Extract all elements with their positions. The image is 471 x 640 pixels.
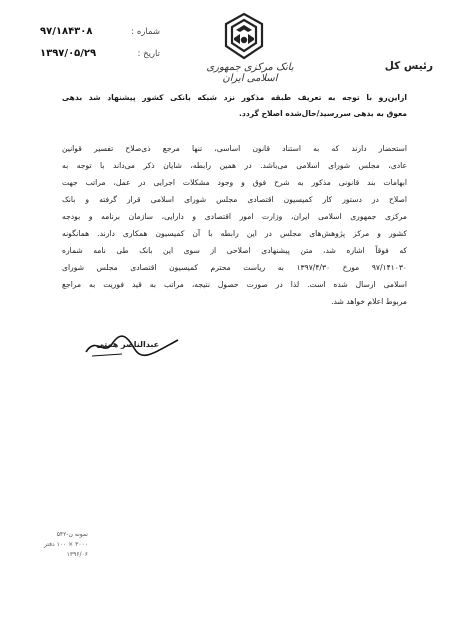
letter-body — [62, 90, 407, 328]
bank-logo-icon — [218, 10, 270, 62]
paragraph-line: اصلاح در دستور کار کمیسیون اقتصادی مجلس شورای اسلامی قرار گرفته و بانک — [62, 195, 407, 204]
number-label: شماره : — [131, 27, 160, 37]
form-footer — [44, 530, 88, 560]
addressee: رئیس کل — [384, 60, 433, 72]
paragraph-line: اسلامی ارسال شده است. لذا در صورت حصول نتیجه، مراتب به قید فوریت به مراجع — [62, 280, 407, 289]
paragraph-line: عادی، مجلس شورای اسلامی می‌باشد. در همین رابطه، شایان ذکر می‌داند با توجه به — [62, 161, 407, 170]
number-value: ۹۷/۱۸۴۳۰۸ — [40, 26, 93, 37]
date-label: تاریخ : — [137, 49, 160, 59]
bank-name: بانک مرکزی جمهوری اسلامی ایران — [206, 62, 294, 84]
footer-line: ۳۰۰۰ × ۱۰۰ دفتر — [44, 541, 88, 548]
paragraph-line: ۹۷/۱۴۱۰۳۰ مورخ ۱۳۹۷/۴/۳۰ به ریاست محترم کمیسیون اقتصادی مجلس شورای — [62, 263, 407, 272]
paragraph-line: که فوقاً اشاره شد، متن پیشنهادی اصلاحی از سوی این بانک طی نامه شماره — [62, 246, 407, 255]
paragraph-1 — [62, 90, 407, 122]
paragraph-line: مرکزی جمهوری اسلامی ایران، وزارت امور اقتصادی و دارایی، سازمان برنامه و بودجه — [62, 212, 407, 221]
footer-line: ۱۳۹۶/۰۶ — [66, 551, 88, 558]
paragraph-line: ابهامات بند قانونی مذکور به شرح فوق و وجود مشکلات اجرایی در عمل، مراتب جهت — [62, 178, 407, 187]
number-row — [40, 26, 160, 48]
date-row — [40, 48, 160, 70]
paragraph-line: استحضار دارند که به استناد قانون اساسی، تنها مرجع ذی‌صلاح تفسیر قوانین — [62, 144, 407, 153]
paragraph-line: مربوط اعلام خواهد شد. — [331, 297, 407, 306]
paragraph-line: کشور و مرکز پژوهش‌های مجلس در این رابطه با آن کمیسیون همکاری دارند. همانگونه — [62, 229, 407, 238]
letter-meta — [40, 26, 160, 70]
paragraph-2 — [62, 140, 407, 310]
paragraph-line: معوق به بدهی سررسید/حال‌شده اصلاح گردد. — [239, 109, 407, 118]
date-value: ۱۳۹۷/۰۵/۲۹ — [40, 48, 97, 59]
paragraph-line: ازاین‌رو با توجه به تعریف طبقه مذکور نزد شبکه بانکی کشور پیشنهاد شد بدهی — [62, 93, 407, 102]
signer-name: عبدالناصر همتی — [96, 340, 160, 349]
footer-line: نمونه ن-۵۴۲ — [56, 531, 88, 538]
